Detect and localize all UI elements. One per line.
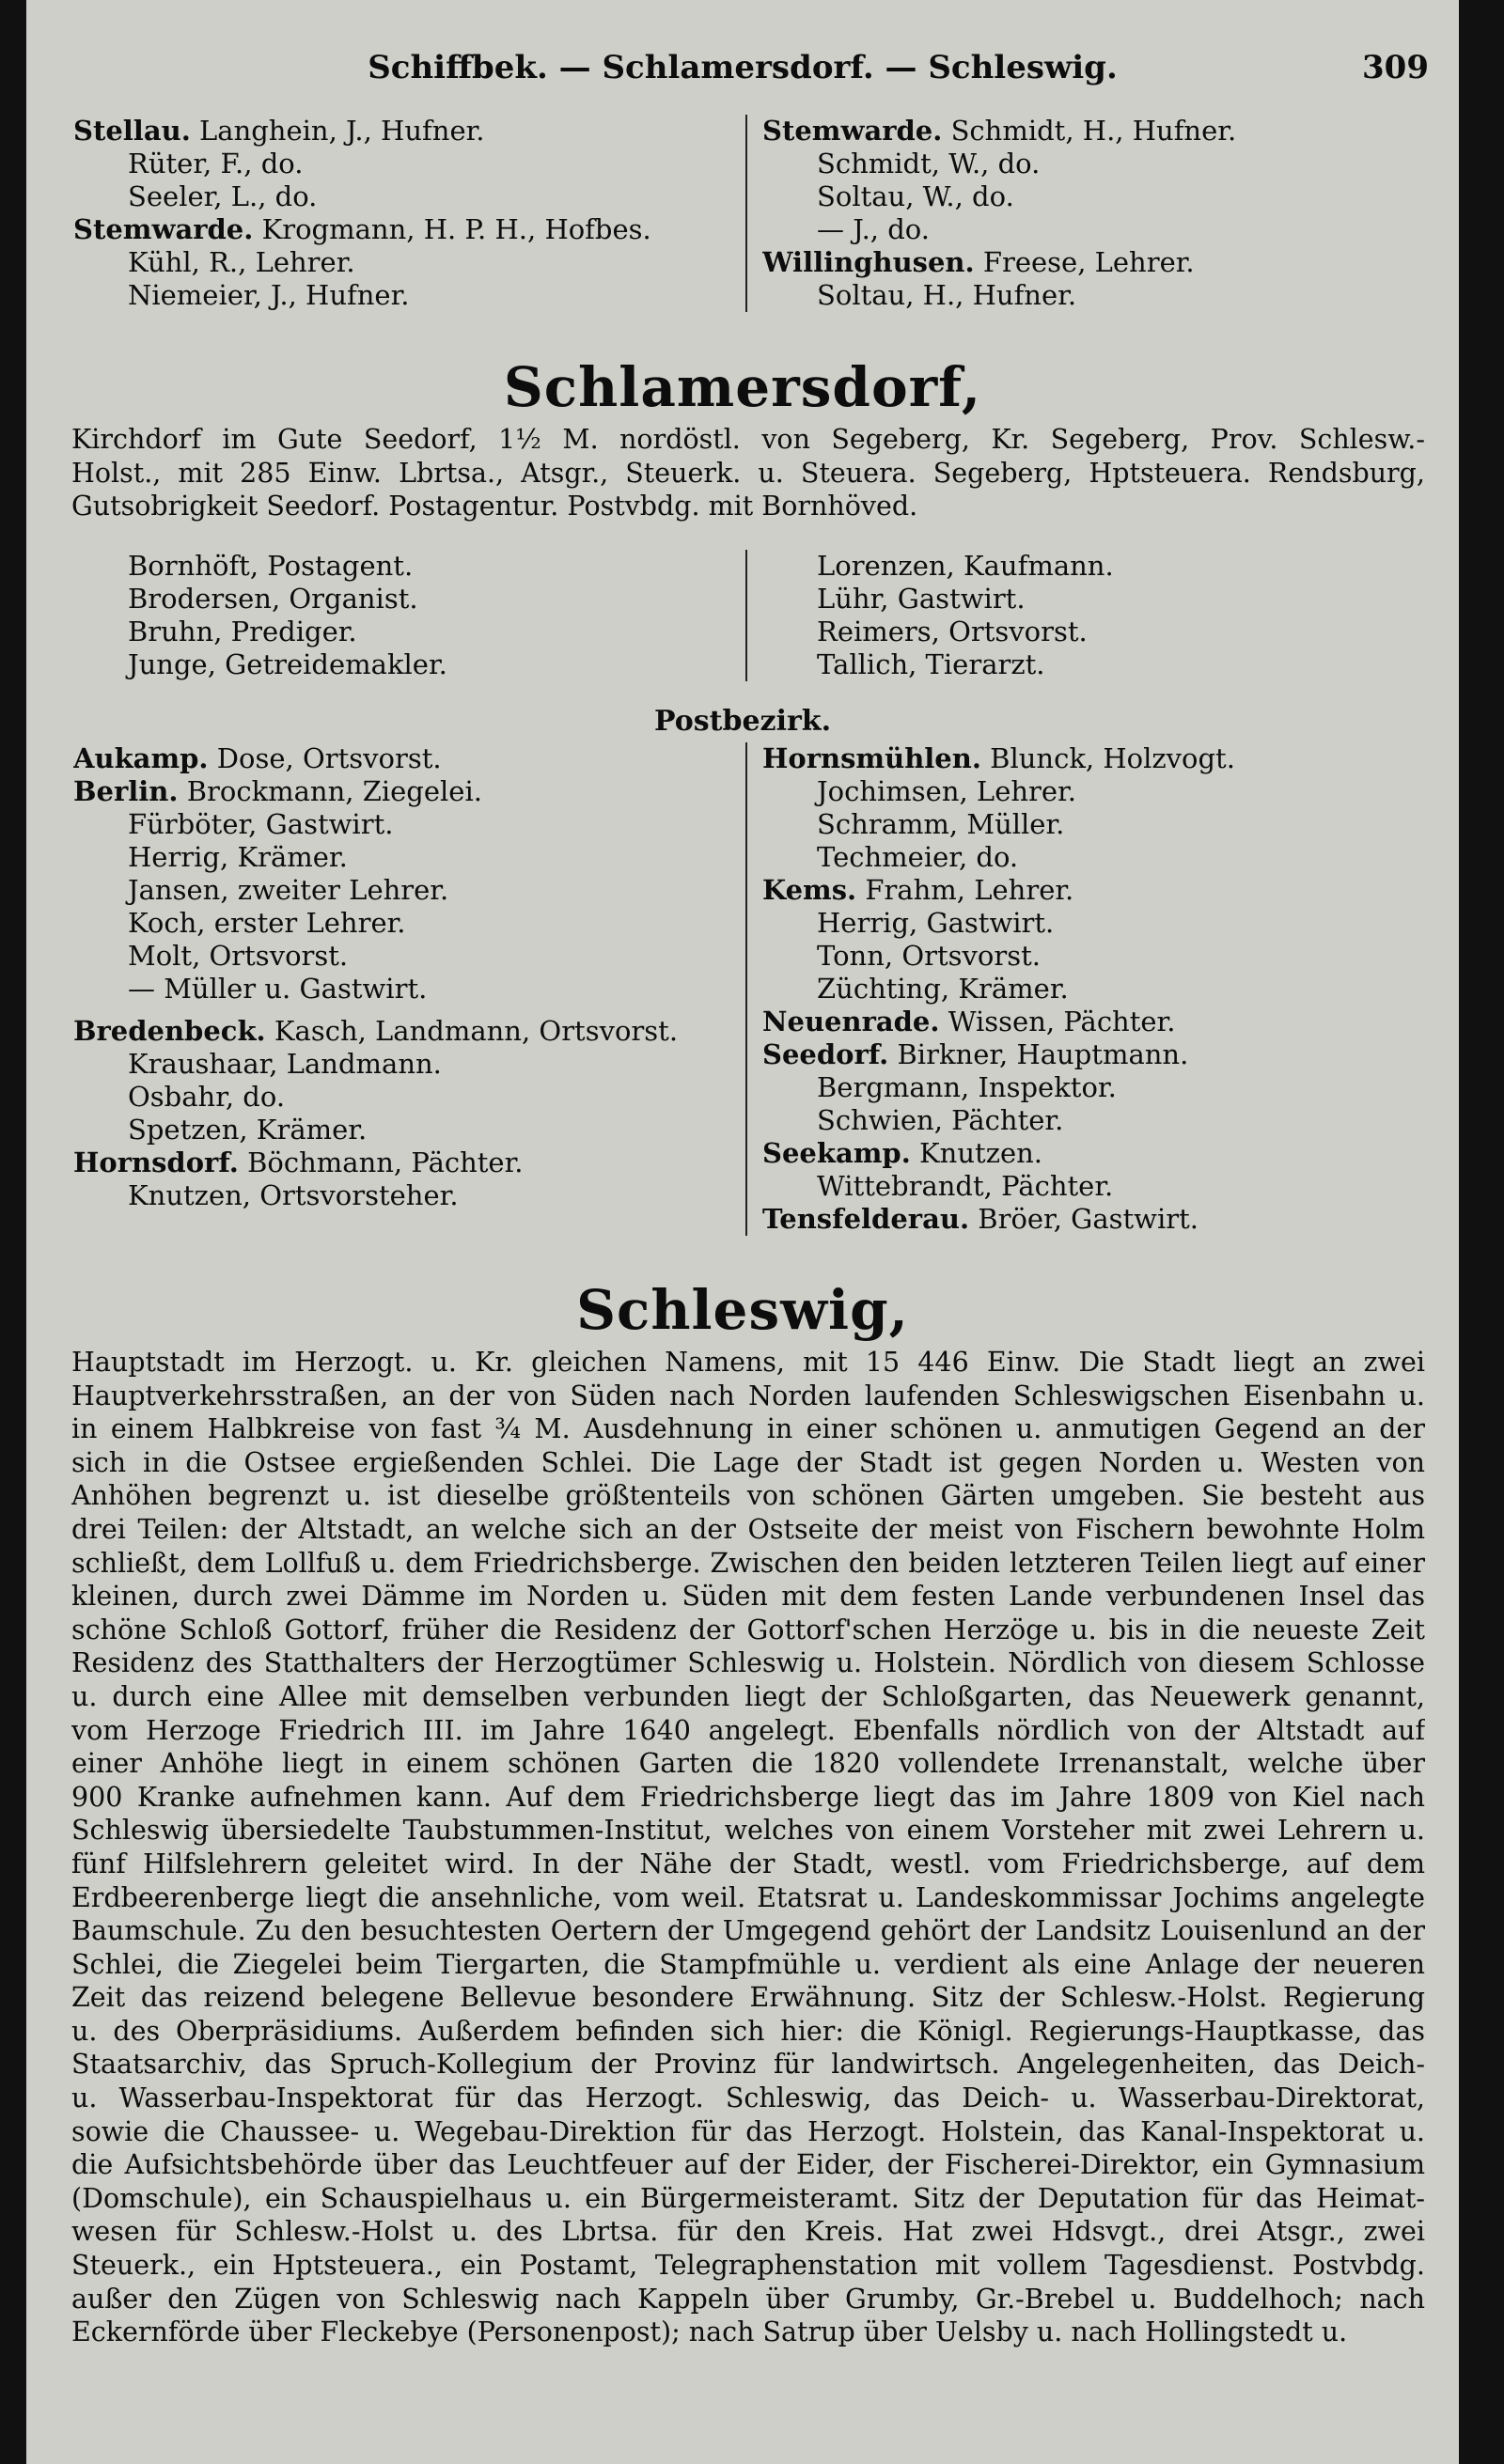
directory-entry bbox=[73, 583, 732, 616]
entry-text: Bruhn, Prediger. bbox=[128, 616, 357, 647]
paragraph-line: kleinen, durch zwei Dämme im Norden u. Süden mit dem festen Lande verbundenen Insel das bbox=[71, 1581, 1425, 1613]
entry-text: Techmeier, do. bbox=[817, 841, 1019, 873]
directory-entry bbox=[73, 616, 732, 648]
paragraph-line: Erdbeerenberge liegt die ansehnliche, vom weil. Etatsrat u. Landeskommissar Jochims angelegte bbox=[71, 1881, 1425, 1913]
entry-place: Hornsdorf. bbox=[73, 1146, 239, 1178]
directory-entry bbox=[73, 279, 732, 312]
directory-entry bbox=[73, 940, 732, 973]
paragraph-line: Kirchdorf im Gute Seedorf, 1½ M. nordöstl. von Segeberg, Kr. Segeberg, Prov. Schlesw.- bbox=[71, 424, 1425, 455]
entry-text: Freese, Lehrer. bbox=[982, 246, 1195, 278]
postbezirk-left-column bbox=[73, 742, 747, 1236]
directory-entry bbox=[73, 1114, 732, 1146]
entry-place: Hornsmühlen. bbox=[762, 742, 981, 774]
paragraph-line: Gutsobrigkeit Seedorf. Postagentur. Postvbdg. mit Bornhöved. bbox=[71, 491, 918, 522]
schlamersdorf-left-column bbox=[73, 550, 747, 681]
entry-text: Reimers, Ortsvorst. bbox=[817, 616, 1088, 647]
directory-entry bbox=[762, 180, 1421, 213]
entry-text: Soltau, H., Hufner. bbox=[817, 279, 1077, 311]
paragraph-line: vom Herzoge Friedrich III. im Jahre 1640 angelegt. Ebenfalls nördlich von der Altstadt auf bbox=[71, 1714, 1425, 1746]
entry-text: Jansen, zweiter Lehrer. bbox=[128, 874, 449, 906]
paragraph-line: einer Anhöhe liegt in einem schönen Garten die 1820 vollendete Irrenanstalt, welche über bbox=[71, 1748, 1425, 1780]
directory-entry bbox=[762, 1006, 1421, 1038]
postbezirk-listing bbox=[73, 742, 1421, 1236]
entry-place: Stemwarde. bbox=[762, 115, 943, 147]
entry-text: Wittebrandt, Pächter. bbox=[817, 1170, 1114, 1202]
entry-text: Knutzen. bbox=[919, 1137, 1043, 1169]
entry-text: Osbahr, do. bbox=[128, 1081, 286, 1113]
directory-entry bbox=[762, 874, 1421, 907]
page-number: 309 bbox=[1362, 49, 1429, 86]
entry-text: Brodersen, Organist. bbox=[128, 583, 418, 615]
entry-text: Krogmann, H. P. H., Hofbes. bbox=[261, 213, 651, 245]
paragraph-line: Baumschule. Zu den besuchtesten Oertern der Umgegend gehört der Landsitz Louisenlund an der bbox=[71, 1915, 1425, 1947]
directory-entry bbox=[762, 1203, 1421, 1236]
entry-text: Schmidt, H., Hufner. bbox=[950, 115, 1237, 147]
schlamersdorf-residents bbox=[73, 550, 1421, 681]
postbezirk-heading: Postbezirk. bbox=[653, 705, 832, 738]
paragraph-line: Anhöhen begrenzt u. ist dieselbe größtenteils von schönen Gärten umgeben. Sie besteht aus bbox=[71, 1480, 1425, 1512]
paragraph-line: Residenz des Statthalters der Herzogtümer Schleswig u. Holstein. Nördlich von diesem Schlosse bbox=[71, 1647, 1425, 1679]
paragraph-line: schließt, dem Lollfuß u. dem Friedrichsberge. Zwischen den beiden letzteren Teilen liegt auf einer bbox=[71, 1547, 1425, 1579]
entry-text: Kraushaar, Landmann. bbox=[128, 1048, 442, 1080]
directory-entry bbox=[762, 1137, 1421, 1170]
entry-place: Bredenbeck. bbox=[73, 1015, 266, 1047]
top-listing-right-column bbox=[747, 115, 1421, 312]
paragraph-line: 900 Kranke aufnehmen kann. Auf dem Friedrichsberge liegt das im Jahre 1809 von Kiel nach bbox=[71, 1781, 1425, 1813]
entry-text: Jochimsen, Lehrer. bbox=[817, 775, 1076, 807]
directory-entry bbox=[73, 841, 732, 874]
top-listing bbox=[73, 115, 1421, 312]
paragraph-line: Steuerk., ein Hptsteuera., ein Postamt, Telegraphenstation mit vollem Tagesdienst. Postvbdg. bbox=[71, 2250, 1425, 2282]
entry-place: Seekamp. bbox=[762, 1137, 911, 1169]
entry-text: Züchting, Krämer. bbox=[817, 973, 1069, 1005]
entry-text: Knutzen, Ortsvorsteher. bbox=[128, 1179, 459, 1211]
entry-text: Dose, Ortsvorst. bbox=[216, 742, 442, 774]
entry-text: Spetzen, Krämer. bbox=[128, 1114, 368, 1146]
paragraph-line: fünf Hilfslehrern geleitet wird. In der Nähe der Stadt, westl. vom Friedrichsberge, auf dem bbox=[71, 1848, 1425, 1879]
entry-text: Langhein, J., Hufner. bbox=[199, 115, 485, 147]
directory-entry bbox=[73, 1081, 732, 1114]
directory-entry bbox=[762, 115, 1421, 148]
directory-entry bbox=[762, 841, 1421, 874]
running-head-title: Schiffbek. — Schlamersdorf. — Schleswig. bbox=[368, 49, 1118, 86]
entry-text: Tallich, Tierarzt. bbox=[817, 648, 1045, 680]
directory-entry bbox=[73, 648, 732, 681]
schleswig-heading: Schleswig, bbox=[576, 1278, 909, 1342]
directory-entry bbox=[73, 742, 732, 775]
paragraph-line: in einem Halbkreise von fast ¾ M. Ausdehnung in einer schönen u. anmutigen Gegend an der bbox=[71, 1413, 1425, 1445]
directory-entry bbox=[762, 940, 1421, 973]
entry-text: — Müller u. Gastwirt. bbox=[128, 973, 428, 1005]
entry-place: Berlin. bbox=[73, 775, 179, 807]
entry-place: Tensfelderau. bbox=[762, 1203, 970, 1235]
entry-text: Koch, erster Lehrer. bbox=[128, 907, 406, 939]
directory-entry bbox=[73, 973, 732, 1006]
entry-text: Schmidt, W., do. bbox=[817, 148, 1041, 179]
directory-entry bbox=[73, 907, 732, 940]
directory-entry bbox=[762, 1038, 1421, 1071]
entry-text: Tonn, Ortsvorst. bbox=[817, 940, 1041, 972]
paragraph-line: sowie die Chaussee- u. Wegebau-Direktion für das Herzogt. Holstein, das Kanal-Inspektorat u. bbox=[71, 2115, 1425, 2147]
directory-entry bbox=[762, 742, 1421, 775]
entry-place: Neuenrade. bbox=[762, 1006, 940, 1037]
directory-entry bbox=[73, 1146, 732, 1179]
directory-entry bbox=[73, 550, 732, 583]
directory-entry bbox=[73, 180, 732, 213]
entry-text: Lorenzen, Kaufmann. bbox=[817, 550, 1114, 582]
schlamersdorf-heading: Schlamersdorf, bbox=[503, 355, 982, 419]
entry-place: Kems. bbox=[762, 874, 857, 906]
directory-entry bbox=[73, 808, 732, 841]
entry-text: Brockmann, Ziegelei. bbox=[186, 775, 482, 807]
directory-entry bbox=[73, 213, 732, 246]
directory-entry bbox=[73, 874, 732, 907]
paragraph-line: Schleswig übersiedelte Taubstummen-Institut, welches von einem Vorsteher mit zwei Lehrern u. bbox=[71, 1815, 1425, 1847]
entry-place: Stemwarde. bbox=[73, 213, 254, 245]
directory-entry bbox=[762, 1071, 1421, 1104]
entry-text: Schramm, Müller. bbox=[817, 808, 1065, 840]
directory-entry bbox=[73, 246, 732, 279]
schleswig-description bbox=[71, 1346, 1425, 2349]
entry-place: Seedorf. bbox=[762, 1038, 889, 1070]
paragraph-line: u. durch eine Allee mit demselben verbunden liegt der Schloßgarten, das Neuewerk genannt, bbox=[71, 1680, 1425, 1712]
directory-entry bbox=[762, 648, 1421, 681]
entry-text: Kühl, R., Lehrer. bbox=[128, 246, 355, 278]
entry-text: Böchmann, Pächter. bbox=[247, 1146, 524, 1178]
directory-entry bbox=[73, 1048, 732, 1081]
entry-text: Bergmann, Inspektor. bbox=[817, 1071, 1117, 1103]
paragraph-line: außer den Zügen von Schleswig nach Kappeln über Grumby, Gr.-Brebel u. Buddelhoch; nach bbox=[71, 2283, 1425, 2315]
top-listing-left-column bbox=[73, 115, 747, 312]
paragraph-line: (Domschule), ein Schauspielhaus u. ein Bürgermeisteramt. Sitz der Deputation für das Heimat- bbox=[71, 2182, 1425, 2214]
directory-entry bbox=[762, 1104, 1421, 1137]
directory-entry bbox=[762, 550, 1421, 583]
entry-place: Willinghusen. bbox=[762, 246, 975, 278]
directory-entry bbox=[762, 616, 1421, 648]
entry-text: Schwien, Pächter. bbox=[817, 1104, 1064, 1136]
directory-entry bbox=[73, 148, 732, 180]
paragraph-line: Staatsarchiv, das Spruch-Kollegium der Provinz für landwirtsch. Angelegenheiten, das Deich- bbox=[71, 2049, 1425, 2081]
entry-text: Molt, Ortsvorst. bbox=[128, 940, 349, 972]
entry-text: Junge, Getreidemakler. bbox=[128, 648, 447, 680]
directory-entry bbox=[762, 1170, 1421, 1203]
paragraph-line: Hauptverkehrsstraßen, an der von Süden nach Norden laufenden Schleswigschen Eisenbahn u. bbox=[71, 1380, 1425, 1411]
entry-text: Frahm, Lehrer. bbox=[865, 874, 1074, 906]
directory-entry bbox=[762, 246, 1421, 279]
directory-entry bbox=[73, 115, 732, 148]
book-page bbox=[26, 0, 1459, 2464]
directory-entry bbox=[73, 1015, 732, 1048]
directory-entry bbox=[762, 775, 1421, 808]
paragraph-line: Schlei, die Ziegelei beim Tiergarten, die Stampfmühle u. verdient als eine Anlage der neueren bbox=[71, 1948, 1425, 1980]
paragraph-line: schöne Schloß Gottorf, früher die Residenz der Gottorf'schen Herzöge u. bis in die neueste Zeit bbox=[71, 1614, 1425, 1645]
paragraph-line: Zeit das reizend belegene Bellevue besondere Erwähnung. Sitz der Schlesw.-Holst. Regierung bbox=[71, 1982, 1425, 2014]
paragraph-line: wesen für Schlesw.-Holst u. des Lbrtsa. für den Kreis. Hat zwei Hdsvgt., drei Atsgr., zwei bbox=[71, 2216, 1425, 2248]
directory-entry bbox=[762, 213, 1421, 246]
paragraph-line: Holst., mit 285 Einw. Lbrtsa., Atsgr., Steuerk. u. Steuera. Segeberg, Hptsteuera. Rendsburg, bbox=[71, 457, 1425, 489]
schlamersdorf-description bbox=[71, 423, 1425, 523]
paragraph-line: drei Teilen: der Altstadt, an welche sich an der Ostseite der meist von Fischern bewohnte Holm bbox=[71, 1513, 1425, 1545]
entry-text: Lühr, Gastwirt. bbox=[817, 583, 1026, 615]
postbezirk-right-column bbox=[747, 742, 1421, 1236]
running-head bbox=[26, 49, 1459, 96]
entry-text: Soltau, W., do. bbox=[817, 180, 1014, 212]
entry-text: — J., do. bbox=[817, 213, 930, 245]
entry-text: Fürböter, Gastwirt. bbox=[128, 808, 394, 840]
directory-entry bbox=[762, 583, 1421, 616]
directory-entry bbox=[762, 808, 1421, 841]
entry-text: Birkner, Hauptmann. bbox=[897, 1038, 1189, 1070]
entry-text: Niemeier, J., Hufner. bbox=[128, 279, 410, 311]
paragraph-line: u. Wasserbau-Inspektorat für das Herzogt. Schleswig, das Deich- u. Wasserbau-Direktorat, bbox=[71, 2082, 1425, 2114]
paragraph-line: u. des Oberpräsidiums. Außerdem befinden sich hier: die Königl. Regierungs-Hauptkasse, das bbox=[71, 2015, 1425, 2047]
entry-text: Bröer, Gastwirt. bbox=[978, 1203, 1198, 1235]
directory-entry bbox=[762, 148, 1421, 180]
entry-place: Stellau. bbox=[73, 115, 191, 147]
entry-text: Blunck, Holzvogt. bbox=[990, 742, 1235, 774]
paragraph-line: Hauptstadt im Herzogt. u. Kr. gleichen Namens, mit 15 446 Einw. Die Stadt liegt an zwei bbox=[71, 1347, 1425, 1378]
directory-entry bbox=[73, 775, 732, 808]
paragraph-line: sich in die Ostsee ergießenden Schlei. Die Lage der Stadt ist gegen Norden u. Westen von bbox=[71, 1446, 1425, 1478]
paragraph-line: Eckernförde über Fleckebye (Personenpost); nach Satrup über Uelsby u. nach Hollingstedt u. bbox=[71, 2316, 1348, 2348]
entry-text: Rüter, F., do. bbox=[128, 148, 304, 179]
paragraph-line: die Aufsichtsbehörde über das Leuchtfeuer auf der Eider, der Fischerei-Direktor, ein Gymnasium bbox=[71, 2149, 1425, 2181]
entry-text: Herrig, Krämer. bbox=[128, 841, 348, 873]
directory-entry bbox=[762, 907, 1421, 940]
entry-text: Bornhöft, Postagent. bbox=[128, 550, 414, 582]
directory-entry bbox=[73, 1179, 732, 1212]
schlamersdorf-right-column bbox=[747, 550, 1421, 681]
entry-place: Aukamp. bbox=[73, 742, 209, 774]
entry-text: Wissen, Pächter. bbox=[948, 1006, 1176, 1037]
entry-text: Seeler, L., do. bbox=[128, 180, 318, 212]
entry-text: Herrig, Gastwirt. bbox=[817, 907, 1055, 939]
directory-entry bbox=[762, 973, 1421, 1006]
entry-text: Kasch, Landmann, Ortsvorst. bbox=[274, 1015, 679, 1047]
directory-entry bbox=[762, 279, 1421, 312]
